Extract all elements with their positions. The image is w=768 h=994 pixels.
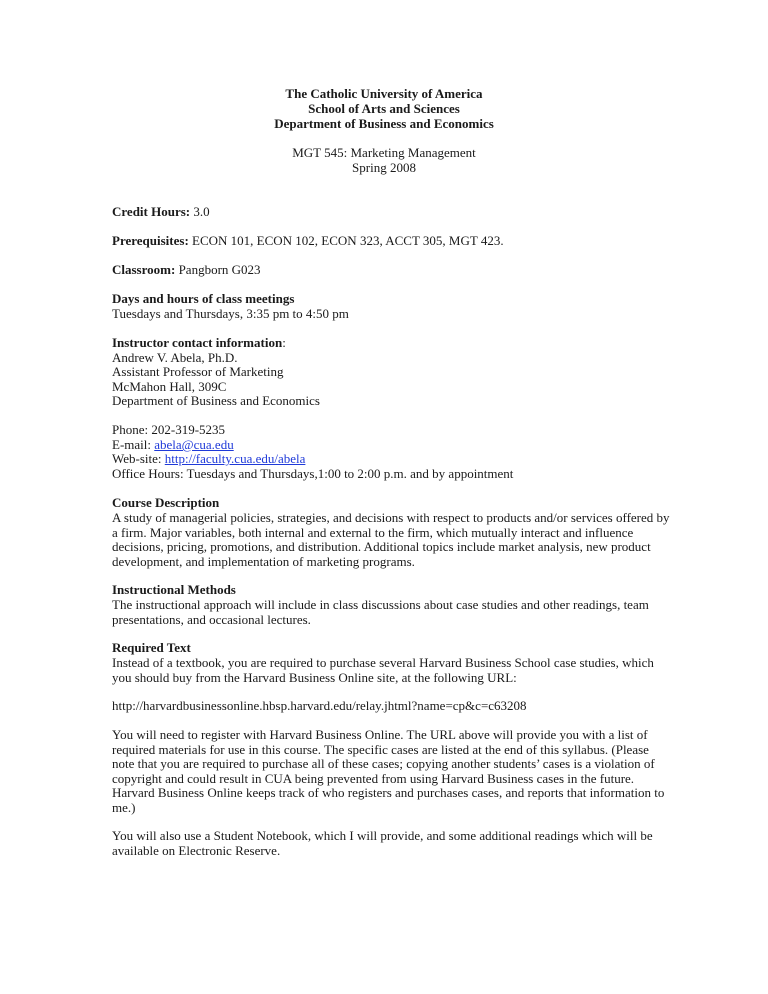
header-school: School of Arts and Sciences — [308, 101, 460, 116]
prerequisites-label: Prerequisites: — [112, 233, 189, 248]
classroom — [112, 263, 261, 278]
instructor-department: Department of Business and Economics — [112, 393, 320, 408]
instructional-methods-heading: Instructional Methods — [112, 582, 236, 597]
required-text-intro: Instead of a textbook, you are required to purchase several Harvard Business School case studies, which you should buy from the Harvard Business Online site, at the following URL: — [112, 655, 654, 685]
credit-hours — [112, 205, 210, 220]
email-link[interactable]: abela@cua.edu — [154, 437, 234, 452]
instructional-methods-text: The instructional approach will include in class discussions about case studies and other readings, team presentations, and occasional lectures. — [112, 597, 649, 627]
required-text-notebook: You will also use a Student Notebook, which I will provide, and some additional readings which will be available on Electronic Reserve. — [112, 828, 653, 858]
instructor-heading-text: Instructor contact information — [112, 335, 283, 350]
credit-hours-label: Credit Hours: — [112, 204, 191, 219]
website-label: Web-site: — [112, 451, 165, 466]
required-text-url: http://harvardbusinessonline.hbsp.harvard.edu/relay.jhtml?name=cp&c=c63208 — [112, 698, 527, 713]
course-description-text: A study of managerial policies, strategies, and decisions with respect to products and/or services offered by a firm. Major variables, both internal and external to the firm, which mutually interact and influence decisions, pricing, promotions, and distribution. Additional topics include market analysis, new product development, and implementation of marketing programs. — [112, 510, 670, 569]
instructor-office: McMahon Hall, 309C — [112, 379, 227, 394]
instructor-title: Assistant Professor of Marketing — [112, 364, 284, 379]
instructor-office-hours: Office Hours: Tuesdays and Thursdays,1:00 to 2:00 p.m. and by appointment — [112, 466, 514, 481]
website-link[interactable]: http://faculty.cua.edu/abela — [164, 451, 306, 466]
header-department: Department of Business and Economics — [274, 116, 494, 131]
required-text-register: You will need to register with Harvard Business Online. The URL above will provide you with a list of required materials for use in this course. The specific cases are listed at the end of this syllabus. (Please note that you are required to purchase all of these cases; copying another students’ cases is a violation of copyright and could result in CUA being prevented from using Harvard Business cases in the future. Harvard Business Online keeps track of who registers and purchases cases, and reports that information to me.) — [112, 727, 665, 815]
prerequisites — [112, 234, 504, 249]
course-description-heading: Course Description — [112, 495, 220, 510]
prerequisites-value: ECON 101, ECON 102, ECON 323, ACCT 305, MGT 423. — [188, 233, 504, 248]
meetings-value: Tuesdays and Thursdays, 3:35 pm to 4:50 pm — [112, 306, 349, 321]
course-title: MGT 545: Marketing Management — [292, 145, 476, 160]
instructor-name: Andrew V. Abela, Ph.D. — [112, 350, 238, 365]
meetings-heading: Days and hours of class meetings — [112, 291, 295, 306]
header-university: The Catholic University of America — [285, 86, 483, 101]
credit-hours-value: 3.0 — [190, 204, 210, 219]
instructor-heading-suffix: : — [282, 335, 286, 350]
course-term: Spring 2008 — [352, 160, 416, 175]
email-label: E-mail: — [112, 437, 155, 452]
instructor-phone: Phone: 202-319-5235 — [112, 422, 226, 437]
instructor-heading — [112, 336, 286, 351]
classroom-label: Classroom: — [112, 262, 176, 277]
classroom-value: Pangborn G023 — [175, 262, 261, 277]
required-text-heading: Required Text — [112, 640, 191, 655]
instructor-website-row — [112, 452, 305, 467]
